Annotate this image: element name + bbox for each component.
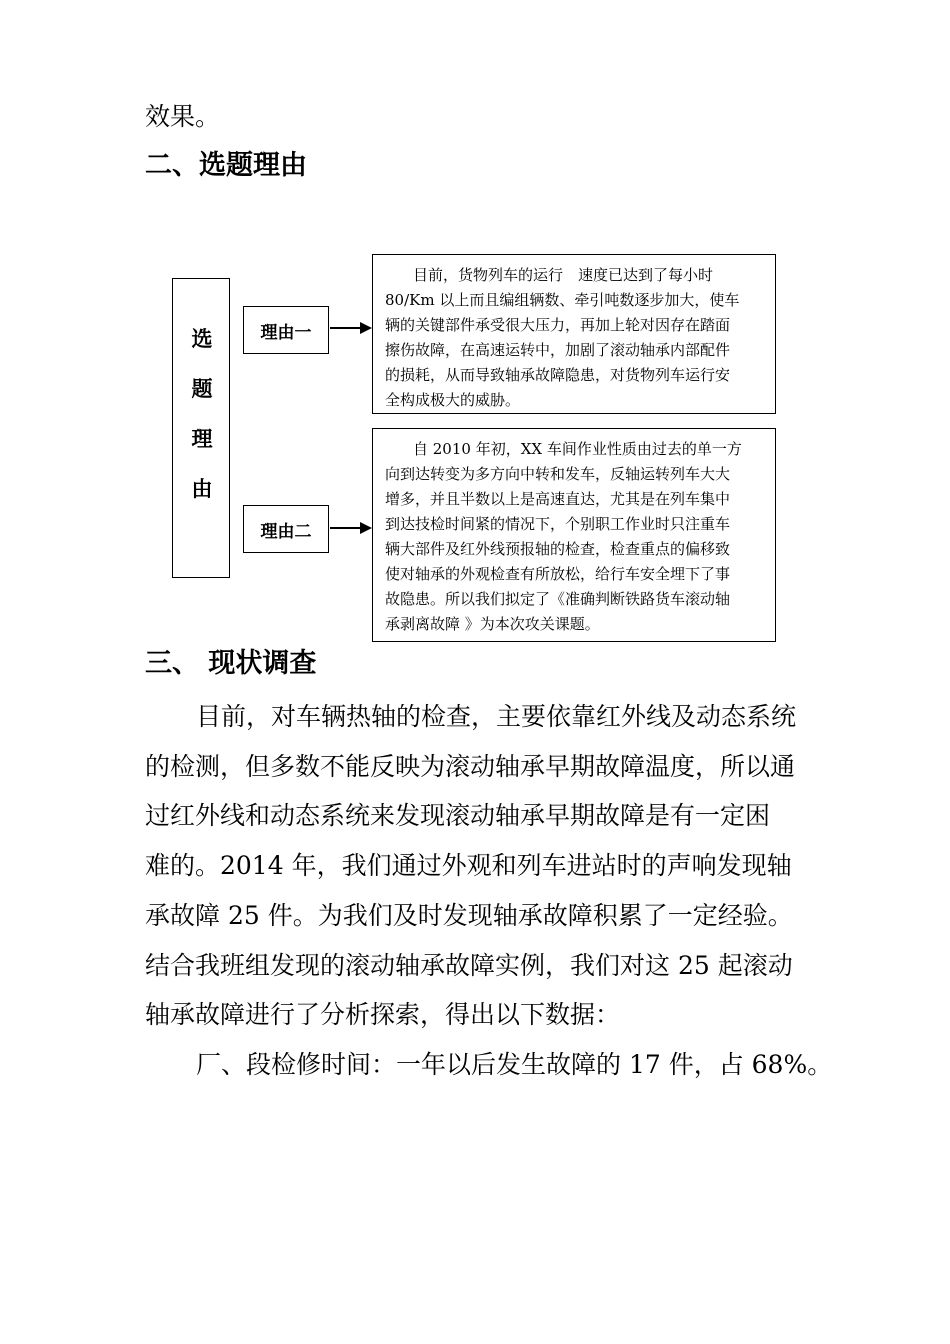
reason-two-line: 自 2010 年初，XX 车间作业性质由过去的单一方 [413,440,742,458]
reason-two-line: 承剥离故障 》为本次攻关课题。 [385,615,600,633]
vertical-label-char: 选 [191,327,213,351]
continued-text: 效果。 [145,102,221,131]
reason-two-line: 辆大部件及红外线预报轴的检查，检查重点的偏移致 [385,540,731,558]
vertical-label-char: 由 [191,477,213,501]
body-line: 的检测，但多数不能反映为滚动轴承早期故障温度，所以通 [145,752,796,781]
vertical-label-char: 题 [191,377,213,401]
reason-two-label: 理由二 [243,505,329,553]
arrow-right-icon [360,522,372,534]
reason-two-line: 向到达转变为多方向中转和发车，反轴运转列车大大 [385,465,731,483]
body-line: 目前，对车辆热轴的检查，主要依靠红外线及动态系统 [196,702,797,731]
arrow-right-icon [360,322,372,334]
reason-two-line: 使对轴承的外观检查有所放松，给行车安全埋下了事 [385,565,731,583]
body-line: 厂、段检修时间：一年以后发生故障的 17 件，占 68%。 [196,1050,833,1079]
reason-one-line: 辆的关键部件承受很大压力，再加上轮对因存在踏面 [385,316,731,334]
reason-one-line: 全构成极大的威胁。 [385,391,521,409]
reason-two-line: 增多，并且半数以上是高速直达，尤其是在列车集中 [385,490,731,508]
reason-two-arrow [330,527,362,529]
reason-two-line: 到达技检时间紧的情况下，个别职工作业时只注重车 [385,515,731,533]
body-line: 结合我班组发现的滚动轴承故障实例，我们对这 25 起滚动 [145,951,793,980]
vertical-label-char: 理 [191,427,213,451]
body-line: 承故障 25 件。为我们及时发现轴承故障积累了一定经验。 [145,901,793,930]
reason-one-textbox [372,254,776,414]
reason-two-textbox [372,428,776,642]
topic-reason-vertical-box [172,278,230,578]
reason-one-arrow [330,327,362,329]
reason-two-line: 故隐患。所以我们拟定了《准确判断铁路货车滚动轴 [385,590,731,608]
reason-one-line: 的损耗，从而导致轴承故障隐患，对货物列车运行安 [385,366,731,384]
reason-one-line: 80/Km 以上而且编组辆数、牵引吨数逐步加大，使车 [385,291,740,309]
body-line: 难的。2014 年，我们通过外观和列车进站时的声响发现轴 [145,851,792,880]
reason-one-line: 擦伤故障，在高速运转中，加剧了滚动轴承内部配件 [385,341,731,359]
body-line: 轴承故障进行了分析探索，得出以下数据： [145,1000,621,1029]
body-line: 过红外线和动态系统来发现滚动轴承早期故障是有一定困 [145,801,771,830]
section-heading-status-survey: 三、 现状调查 [145,648,317,679]
section-heading-reasons: 二、选题理由 [145,150,307,181]
reason-one-label: 理由一 [243,306,329,354]
reason-one-line: 目前，货物列车的运行 速度已达到了每小时 [413,266,714,284]
